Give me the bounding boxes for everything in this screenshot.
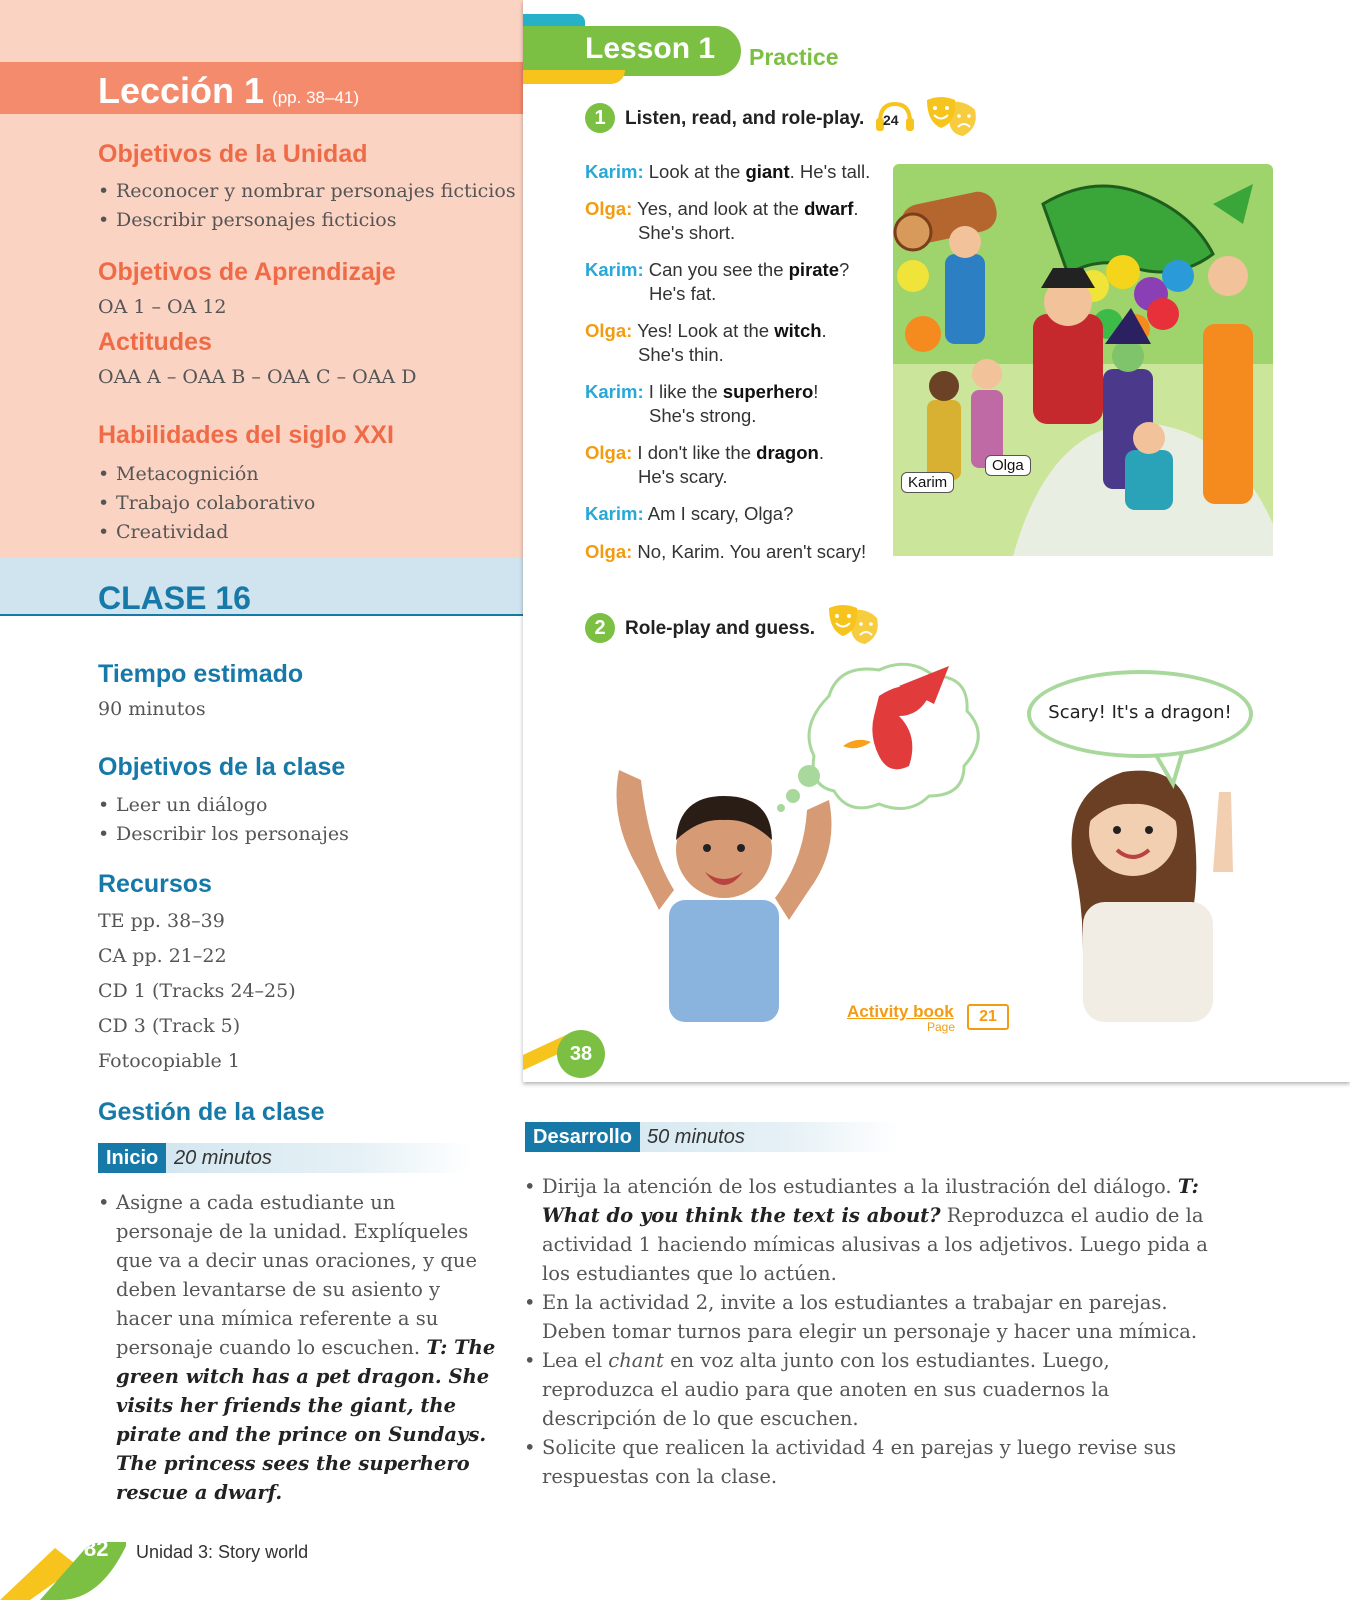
teacher-prompt: T: What do you think the text is about? xyxy=(542,1175,1199,1227)
illustration-label-olga: Olga xyxy=(985,455,1031,476)
list-item: • Trabajo colaborativo xyxy=(98,489,315,518)
actitudes-value: OAA A – OAA B – OAA C – OAA D xyxy=(98,366,417,388)
recurso-item: CA pp. 21–22 xyxy=(98,945,227,967)
objetivos-aprendizaje-value: OA 1 – OA 12 xyxy=(98,296,227,318)
inicio-tag: Inicio xyxy=(98,1143,166,1173)
habilidades-list xyxy=(98,460,315,547)
recurso-item: TE pp. 38–39 xyxy=(98,910,225,932)
list-item: • Describir los personajes xyxy=(98,820,349,849)
dialogue-line: Karim: Can you see the pirate? He's fat. xyxy=(585,259,850,304)
objetivos-unidad-heading: Objetivos de la Unidad xyxy=(98,140,368,168)
girl-photo xyxy=(1043,752,1263,1022)
dialogue-line: Olga: No, Karim. You aren't scary! xyxy=(585,541,867,562)
clase-band xyxy=(0,558,523,616)
dialogue-line: Olga: I don't like the dragon. He's scary. xyxy=(585,442,824,487)
dialogue-line: Karim: Am I scary, Olga? xyxy=(585,503,794,524)
student-book-page xyxy=(523,0,1350,1082)
list-item: • En la actividad 2, invite a los estudiantes a trabajar en parejas. Deben tomar turnos para elegir un personaje y hacer una mímica. xyxy=(524,1288,1224,1346)
activity-book-page-word: Page xyxy=(927,1020,956,1034)
activity-2-number: 2 xyxy=(585,613,615,643)
list-item: • Solicite que realicen la actividad 4 en parejas y luego revise sus respuestas con la clase. xyxy=(524,1433,1224,1491)
list-item: • Reconocer y nombrar personajes ficticios xyxy=(98,177,516,206)
objetivos-aprendizaje-heading: Objetivos de Aprendizaje xyxy=(98,258,396,286)
objetivos-clase-heading: Objetivos de la clase xyxy=(98,753,346,781)
lesson-title: Lesson 1 xyxy=(585,32,716,65)
track-number: 24 xyxy=(883,112,899,128)
inicio-bar xyxy=(98,1143,473,1173)
theatre-masks-icon xyxy=(925,96,983,140)
recurso-item: Fotocopiable 1 xyxy=(98,1050,240,1072)
tiempo-value: 90 minutos xyxy=(98,698,206,720)
dialogue-line: Karim: I like the superhero! She's strong. xyxy=(585,381,819,426)
teal-tab xyxy=(523,14,585,26)
leccion-pages: (pp. 38–41) xyxy=(272,88,360,107)
activity-book-page-number: 21 xyxy=(967,1004,1009,1030)
footer-unit-label: Unidad 3: Story world xyxy=(136,1542,309,1562)
list-item: • Leer un diálogo xyxy=(98,791,349,820)
yellow-strip xyxy=(523,70,625,84)
list-item: • Dirija la atención de los estudiantes a la ilustración del diálogo. T: What do you think the text is about? Reproduzca el audio de la actividad 1 haciendo mímicas alusivas a los adjetivos. Luego pida a los estudiantes que lo actúen. xyxy=(524,1172,1224,1288)
illustration-label-karim: Karim xyxy=(901,472,954,493)
desarrollo-text xyxy=(524,1172,1224,1491)
story-characters-illustration xyxy=(893,164,1273,556)
student-page-number: 38 xyxy=(557,1030,605,1078)
activity-book-link[interactable]: Activity book xyxy=(847,1002,954,1021)
footer-decoration xyxy=(0,1520,130,1600)
list-item: • Describir personajes ficticios xyxy=(98,206,516,235)
recursos-heading: Recursos xyxy=(98,870,212,898)
inicio-text xyxy=(98,1188,498,1507)
recurso-item: CD 1 (Tracks 24–25) xyxy=(98,980,296,1002)
habilidades-heading: Habilidades del siglo XXI xyxy=(98,421,394,449)
desarrollo-time: 50 minutos xyxy=(647,1126,745,1148)
activity-1-instruction: Listen, read, and role-play. xyxy=(625,108,865,129)
list-item: • Asigne a cada estudiante un personaje de la unidad. Explíqueles que va a decir unas oraciones, y que deben levantarse de su asiento y hacer una mímica referente a su personaje cuando lo escuchen. T: The green witch has a pet dragon. She visits her friends the giant, the pirate and the prince on Sundays. The princess sees the superhero rescue a dwarf. xyxy=(98,1188,498,1507)
dialogue-line: Olga: Yes! Look at the witch. She's thin. xyxy=(585,320,827,365)
teacher-prompt: T: The green witch has a pet dragon. She visits her friends the giant, the pirate and the prince on Sundays. The princess sees the superhero rescue a dwarf. xyxy=(116,1336,496,1504)
dialogue-line: Karim: Look at the giant. He's tall. xyxy=(585,161,871,182)
page-number: 82 xyxy=(84,1536,109,1561)
leccion-title: Lección 1 (pp. 38–41) xyxy=(98,70,360,111)
objetivos-clase-list xyxy=(98,791,349,849)
actitudes-heading: Actitudes xyxy=(98,328,212,356)
activity-2-instruction: Role-play and guess. xyxy=(625,618,816,639)
inicio-time: 20 minutos xyxy=(174,1147,272,1169)
gestion-heading: Gestión de la clase xyxy=(98,1098,325,1126)
objetivos-unidad-list xyxy=(98,177,516,235)
desarrollo-bar xyxy=(525,1122,900,1152)
theatre-masks-icon xyxy=(827,604,885,648)
practice-label: Practice xyxy=(749,44,839,70)
activity-1-number: 1 xyxy=(585,103,615,133)
dialogue-line: Olga: Yes, and look at the dwarf. She's short. xyxy=(585,198,859,243)
clase-title: CLASE 16 xyxy=(98,580,251,616)
boy-photo xyxy=(579,760,869,1022)
tiempo-heading: Tiempo estimado xyxy=(98,660,304,688)
recurso-item: CD 3 (Track 5) xyxy=(98,1015,241,1037)
desarrollo-tag: Desarrollo xyxy=(525,1122,640,1152)
list-item: • Metacognición xyxy=(98,460,315,489)
list-item: • Creatividad xyxy=(98,518,315,547)
speech-bubble xyxy=(1027,670,1253,758)
list-item: • Lea el chant en voz alta junto con los estudiantes. Luego, reproduzca el audio para que anoten en sus cuadernos la descripción de lo que escuchen. xyxy=(524,1346,1224,1433)
speech-bubble-text: Scary! It's a dragon! xyxy=(1048,702,1232,723)
